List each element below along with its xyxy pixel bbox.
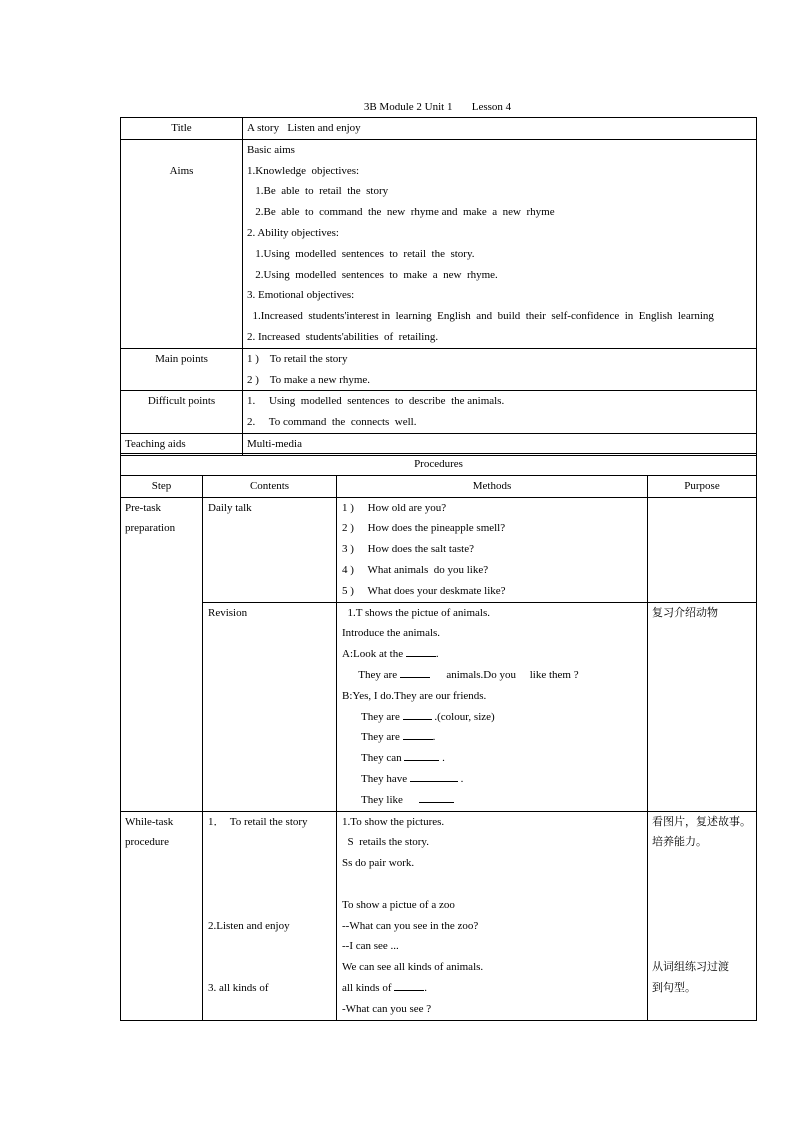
fill-blank	[403, 729, 433, 740]
procedures-table	[120, 453, 757, 1021]
step-while-task: While-task	[125, 815, 174, 828]
aims-line: 2.Be able to command the new rhyme and make a new rhyme	[247, 206, 555, 219]
method-line: They have .	[342, 772, 464, 785]
aims-line: 1.Increased students'interest in learning English and build their self-confidence in English learning	[247, 310, 714, 323]
step-pre-task: preparation	[125, 522, 176, 535]
method-line: B:Yes, I do.They are our friends.	[342, 689, 487, 702]
header-methods: Methods	[472, 479, 512, 492]
method-line: S retails the story.	[342, 836, 429, 849]
method-line: 5 ) What does your deskmate like?	[342, 584, 506, 597]
content-revision: Revision	[208, 606, 248, 619]
main-points-row	[121, 348, 757, 391]
aims-line: 2.Using modelled sentences to make a new rhyme.	[247, 268, 498, 281]
purpose-line: 培养能力。	[652, 835, 707, 849]
content-all-kinds: 3. all kinds of	[208, 981, 269, 994]
procedures-title: Procedures	[414, 458, 463, 470]
while-task-row	[121, 811, 757, 1020]
procedures-title-row	[121, 454, 757, 476]
method-line: They like	[342, 790, 647, 811]
fill-blank	[410, 771, 458, 782]
aims-line: 1.Knowledge objectives:	[247, 164, 360, 177]
aims-line: 1.Using modelled sentences to retail the story.	[247, 247, 475, 260]
method-line: all kinds of .	[342, 981, 427, 994]
method-line: --What can you see in the zoo?	[342, 919, 479, 932]
header-purpose: Purpose	[684, 479, 720, 492]
purpose-line: 到句型。	[652, 980, 696, 994]
method-line: Ss do pair work.	[342, 857, 415, 870]
fill-blank	[404, 750, 439, 761]
method-line: 1.T shows the pictue of animals.	[342, 606, 490, 619]
procedures-header-row	[121, 475, 757, 497]
method-line: To show a pictue of a zoo	[342, 898, 455, 911]
method-line: 1.To show the pictures.	[342, 815, 445, 828]
content-retail-story: 1． To retail the story	[208, 815, 308, 828]
method-line: They are .(colour, size)	[342, 710, 495, 723]
aims-line: 2. Increased students'abilities of retailing.	[247, 330, 439, 343]
main-points-label: Main points	[155, 352, 208, 365]
content-daily-talk: Daily talk	[208, 501, 252, 514]
fill-blank	[403, 709, 432, 720]
aims-line: Basic aims	[247, 143, 295, 156]
document-heading	[120, 100, 755, 114]
method-line: Introduce the animals.	[342, 627, 441, 640]
main-point-item: 1 ) To retail the story	[247, 352, 348, 365]
difficult-points-label: Difficult points	[147, 395, 216, 408]
method-line: 3 ) How does the salt taste?	[342, 543, 474, 556]
teaching-aids-label: Teaching aids	[125, 437, 186, 450]
method-line: --I can see ...	[342, 940, 399, 953]
aims-line: 1.Be able to retail the story	[247, 185, 389, 198]
title-row	[121, 118, 757, 140]
fill-blank	[400, 667, 430, 678]
fill-blank	[406, 646, 436, 657]
aims-row	[121, 139, 757, 348]
header-contents: Contents	[249, 479, 290, 492]
content-listen-enjoy: 2.Listen and enjoy	[208, 919, 290, 932]
method-line: They are .	[342, 731, 436, 744]
aims-line: 3. Emotional objectives:	[247, 289, 355, 302]
method-line: -What can you see ?	[342, 1002, 432, 1015]
purpose-line: 看图片，复述故事。	[652, 814, 751, 828]
aims-label: Aims	[169, 164, 194, 177]
header-step: Step	[151, 479, 172, 492]
step-pre-task: Pre-task	[125, 501, 162, 514]
title-label: Title	[171, 122, 192, 134]
heading-unit: 3B Module 2 Unit 1	[363, 101, 453, 113]
teaching-aids-row	[121, 433, 757, 455]
fill-blank	[419, 792, 454, 803]
method-line: They can .	[342, 752, 445, 765]
method-line: 1 ) How old are you?	[342, 501, 447, 514]
heading-lesson: Lesson 4	[471, 101, 512, 113]
purpose-line: 从词组练习过渡	[652, 960, 729, 974]
pre-task-daily-talk-row	[121, 497, 757, 602]
step-while-task: procedure	[125, 836, 169, 849]
difficult-point-item: 1. Using modelled sentences to describe the animals.	[247, 395, 505, 408]
method-line: A:Look at the .	[342, 648, 439, 661]
difficult-point-item: 2. To command the connects well.	[247, 416, 417, 429]
purpose-revision: 复习介绍动物	[652, 605, 718, 619]
title-value: A story Listen and enjoy	[247, 122, 361, 134]
method-line: 2 ) How does the pineapple smell?	[342, 522, 506, 535]
method-line: We can see all kinds of animals.	[342, 961, 484, 974]
method-line: They are animals.Do you like them ?	[342, 668, 579, 681]
aims-line: 2. Ability objectives:	[247, 226, 339, 239]
fill-blank	[394, 980, 424, 991]
pre-task-revision-row	[121, 602, 757, 811]
difficult-points-row	[121, 391, 757, 434]
lesson-info-table	[120, 117, 757, 456]
teaching-aids-value: Multi-media	[247, 437, 302, 450]
method-line: 4 ) What animals do you like?	[342, 563, 489, 576]
main-point-item: 2 ) To make a new rhyme.	[247, 373, 371, 386]
